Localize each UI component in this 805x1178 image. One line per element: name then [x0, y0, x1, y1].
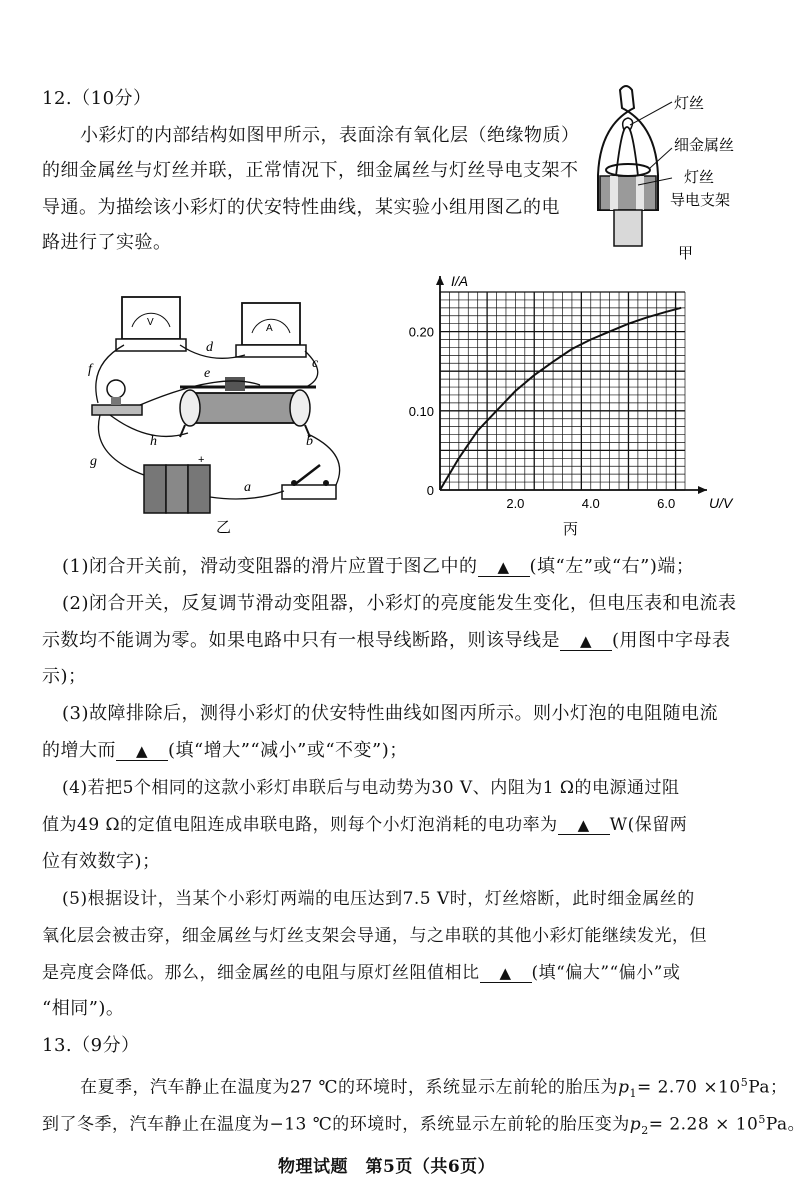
answer-blank-1[interactable]: ▲ — [478, 558, 530, 577]
part5-line1: (5)根据设计，当某个小彩灯两端的电压达到7.5 V时，灯丝熔断，此时细金属丝的 — [62, 889, 695, 909]
figure-jia-bulb — [580, 80, 760, 265]
chart-series — [440, 308, 681, 490]
label-filament-2: 灯丝 — [684, 169, 715, 186]
chart-ylabel: I/A — [451, 273, 469, 289]
label-thin-wire: 细金属丝 — [674, 137, 735, 154]
q12-intro-line2: 的细金属丝与灯丝并联，正常情况下，细金属丝与灯丝导电支架不 — [42, 160, 579, 181]
part3-line2: 的增大而 ▲ (填“增大”“减小”或“不变”)； — [42, 740, 408, 761]
answer-blank-4[interactable]: ▲ — [558, 816, 610, 835]
rheostat — [180, 377, 316, 437]
lamp — [92, 380, 142, 415]
chart-ticks — [409, 325, 676, 511]
label-support: 导电支架 — [670, 192, 731, 209]
y-tick-label: 0.20 — [408, 324, 434, 340]
wire-label-b: b — [306, 434, 313, 449]
caption-bing: 丙 — [563, 521, 579, 538]
part3-line1: (3)故障排除后，测得小彩灯的伏安特性曲线如图丙所示。则小灯泡的电阻随电流 — [62, 703, 718, 724]
battery-plus: + — [198, 454, 205, 466]
part1: (1)闭合开关前，滑动变阻器的滑片应置于图乙中的 ▲ (填“左”或“右”)端； — [62, 556, 695, 577]
x-tick-label: 4.0 — [581, 496, 600, 511]
battery — [144, 454, 210, 513]
wire-label-d: d — [206, 340, 213, 355]
q12-header: 12.（10分） — [42, 88, 152, 109]
chart-grid — [440, 292, 685, 490]
wire-label-e: e — [204, 366, 211, 381]
y-tick-label: 0.10 — [408, 403, 434, 419]
q13-line1: 在夏季，汽车静止在温度为27 ℃的环境时，系统显示左前轮的胎压为$p_1= 2.70 \times 10^5Pa$； — [80, 1076, 788, 1101]
answer-blank-3[interactable]: ▲ — [116, 742, 168, 761]
q13-line2: 到了冬季，汽车静止在温度为−13 ℃的环境时，系统显示左前轮的胎压变为$p_2= 2.28 \times 10^5Pa$。 — [42, 1113, 805, 1138]
caption-jia: 甲 — [678, 245, 694, 262]
ammeter — [236, 303, 306, 357]
ammeter-label: A — [266, 323, 273, 334]
part4-line1: (4)若把5个相同的这款小彩灯串联后与电动势为30 V、内阻为1 Ω的电源通过阻 — [62, 778, 680, 798]
answer-blank-2[interactable]: ▲ — [560, 632, 612, 651]
part2-line2: 示数均不能调为零。如果电路中只有一根导线断路，则该导线是 ▲ (用图中字母表 — [42, 630, 731, 651]
wire-label-g: g — [90, 454, 97, 469]
q12-intro-line1: 小彩灯的内部结构如图甲所示，表面涂有氧化层（绝缘物质） — [80, 125, 580, 146]
part5-line4: “相同”)。 — [42, 998, 125, 1019]
figure-bing-chart — [395, 272, 765, 542]
x-tick-label: 2.0 — [506, 496, 525, 511]
q12-intro-line3: 导通。为描绘该小彩灯的伏安特性曲线，某实验小组用图乙的电 — [42, 197, 560, 218]
part5-line2: 氧化层会被击穿，细金属丝与灯丝支架会导通，与之串联的其他小彩灯能继续发光，但 — [42, 926, 707, 946]
part4-line2: 值为49 Ω的定值电阻连成串联电路，则每个小灯泡消耗的电功率为 ▲ W(保留两 — [42, 815, 688, 835]
q12-intro-line4: 路进行了实验。 — [42, 232, 172, 253]
page-footer: 物理试题 第5页（共6页） — [278, 1157, 496, 1177]
iu-curve — [440, 308, 681, 490]
wire-label-a: a — [244, 480, 251, 495]
wire-label-c: c — [312, 356, 319, 371]
caption-yi: 乙 — [216, 519, 232, 536]
voltmeter-label: V — [147, 317, 154, 328]
y-tick-label: 0 — [426, 483, 434, 498]
wire-label-h: h — [150, 434, 157, 449]
voltmeter — [116, 297, 186, 351]
answer-blank-5[interactable]: ▲ — [480, 964, 532, 983]
chart-xlabel: U/V — [709, 495, 733, 511]
x-axis-arrow — [698, 486, 707, 494]
wire-label-f: f — [88, 362, 92, 377]
label-filament: 灯丝 — [674, 95, 705, 112]
figure-yi-circuit — [80, 285, 370, 535]
part2-line1: (2)闭合开关，反复调节滑动变阻器，小彩灯的亮度能发生变化，但电压表和电流表 — [62, 593, 737, 614]
part4-line3: 位有效数字)； — [42, 851, 161, 872]
x-tick-label: 6.0 — [657, 496, 676, 511]
part5-line3: 是亮度会降低。那么，细金属丝的电阻与原灯丝阻值相比 ▲ (填“偏大”“偏小”或 — [42, 963, 681, 983]
switch — [282, 465, 336, 499]
q13-header: 13.（9分） — [42, 1035, 140, 1056]
y-axis-arrow — [436, 276, 444, 285]
part2-line3: 示)； — [42, 666, 87, 687]
